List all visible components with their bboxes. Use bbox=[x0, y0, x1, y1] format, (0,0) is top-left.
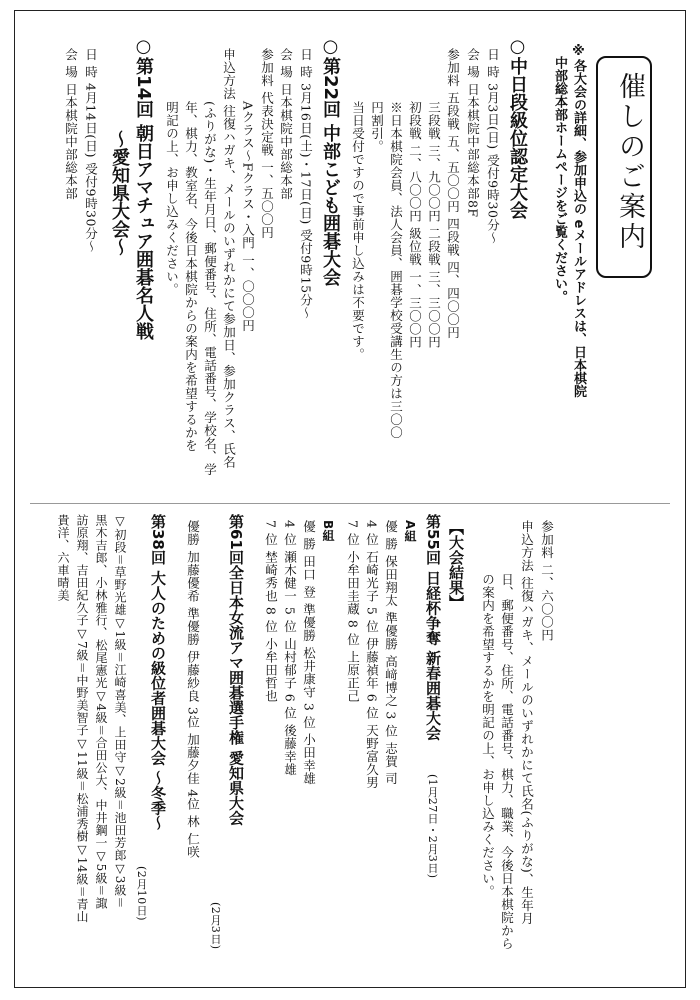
result3-line: 貴洋、六車晴美 bbox=[56, 514, 70, 602]
section-divider bbox=[30, 503, 670, 504]
event1-heading: ○中日段級位認定大会 bbox=[507, 36, 528, 219]
event3-line: 会 場 日本棋院中部総本部 bbox=[63, 48, 79, 200]
result1-line: 7 位 小牟田圭蔵 8 位 上原正己 bbox=[345, 520, 361, 703]
result3-line: 訪原翔、吉田紀久子▽7級＝中野美智子▽11級＝松浦秀樹▽14級＝青山 bbox=[75, 514, 89, 924]
result3-date: (2月10日) bbox=[135, 866, 148, 922]
result2-heading: 第61回全日本女流アマ囲碁選手権 愛知県大会 bbox=[227, 514, 245, 826]
event1-line: 初段戦 二、八〇〇円 級位戦 一、三〇〇円 bbox=[407, 101, 423, 349]
event3b-line: 日、郵便番号、住所、電話番号、棋力、職業、今後日本棋院から bbox=[499, 573, 515, 950]
result1-heading: 第55回 日経杯争奪 新春囲碁大会 bbox=[424, 514, 442, 741]
event1-line: 当日受付ですので事前申し込みは不要です。 bbox=[350, 101, 366, 361]
result3-heading: 第38回 大人のための級位者囲碁大会 ～冬季～ bbox=[149, 514, 167, 831]
event2-heading: ○第22回 中部こども囲碁大会 bbox=[320, 36, 341, 287]
page-title: 催しのご案内 bbox=[614, 72, 645, 252]
event1-line: 日 時 3月3日(日) 受付9時30分～ bbox=[485, 48, 501, 245]
result1-line: 4 位 瀬木健一 5 位 山村郁子 6 位 後藤幸雄 bbox=[282, 520, 298, 777]
event2-line: 明記の上、お申し込みください。 bbox=[164, 101, 180, 296]
event1-line: 円割引。 bbox=[369, 101, 385, 153]
event2-line: Aクラス～Fクラス・入門 一、〇〇〇円 bbox=[240, 101, 256, 333]
event2-line: 日 時 3月16日(土)・17日(日) 受付9時15分～ bbox=[298, 48, 314, 320]
event3-subheading: ～愛知県大会～ bbox=[109, 130, 130, 256]
event1-line: 三段戦 三、九〇〇円 二段戦 三、三〇〇円 bbox=[426, 101, 442, 349]
event2-line: 年、棋力、教室名、今後日本棋院からの案内を希望するかを bbox=[183, 101, 199, 452]
event3b-line: 参加料 二、六〇〇円 bbox=[539, 520, 555, 642]
result1-line: 4 位 石崎光子 5 位 伊藤禎年 6 位 天野富久男 bbox=[364, 520, 380, 790]
result3-line: 黒木吉郎、小林雅行、松尾憲光▽4級＝合田公大、中井鋼一▽5級＝諏 bbox=[94, 514, 108, 910]
result3-line: ▽初段＝草野光雄▽1級＝江崎喜美、上田守▽2級＝池田芳郎▽3級＝ bbox=[113, 514, 127, 909]
event2-line: 申込方法 往復ハガキ、メールのいずれかにて参加日、参加クラス、氏名 bbox=[221, 48, 237, 469]
title-box bbox=[596, 56, 652, 278]
event3b-line: 申込方法 往復ハガキ、メールのいずれかにて氏名(ふりがな)、生年月 bbox=[519, 520, 535, 926]
event3b-line: の案内を希望するかを明記の上、お申し込みください。 bbox=[480, 573, 496, 898]
notice-line-1: ※各大会の詳細、参加申込の eメールアドレスは、日本棋院 bbox=[571, 44, 586, 398]
result1-group-b: B組 bbox=[321, 520, 335, 543]
event3-heading: ○第14回 朝日アマチュア囲碁名人戦 bbox=[133, 36, 154, 341]
event1-line: 会 場 日本棋院中部総本部8F bbox=[465, 48, 481, 218]
result1-date: (1月27日・2月3日) bbox=[426, 774, 439, 879]
event3-line: 日 時 4月14日(日) 受付9時30分～ bbox=[83, 48, 99, 253]
result1-line: 7 位 埜崎秀也 8 位 小牟田哲也 bbox=[263, 520, 279, 703]
results-label: 【大会結果】 bbox=[447, 520, 465, 610]
result1-line: 優 勝 田口 登 準優勝 松井康守 3 位 小田幸雄 bbox=[301, 520, 317, 786]
event1-line: ※日本棋院会員、法人会員、囲碁学校受講生の方は三〇〇 bbox=[388, 101, 404, 439]
notice-line-2: 中部総本部ホームページをご覧ください。 bbox=[552, 56, 567, 303]
result1-group-a: A組 bbox=[403, 520, 417, 543]
event2-line: (ふりがな)・生年月日、郵便番号、住所、電話番号、学校名、学 bbox=[202, 101, 218, 476]
event2-line: 会 場 日本棋院中部総本部 bbox=[278, 48, 294, 200]
result2-line: 優勝 加藤優希 準優勝 伊藤紗良 3位 加藤夕佳 4位 林 仁咲 bbox=[185, 520, 201, 859]
event2-line: 参加料 代表決定戦 一、五〇〇円 bbox=[259, 48, 275, 239]
event1-line: 参加料 五段戦 五、五〇〇円 四段戦 四、四〇〇円 bbox=[445, 48, 461, 339]
result1-line: 優 勝 保田翔太 準優勝 高﨑博之 3 位 志賀 司 bbox=[383, 520, 399, 786]
result2-date: (2月3日) bbox=[209, 902, 222, 950]
